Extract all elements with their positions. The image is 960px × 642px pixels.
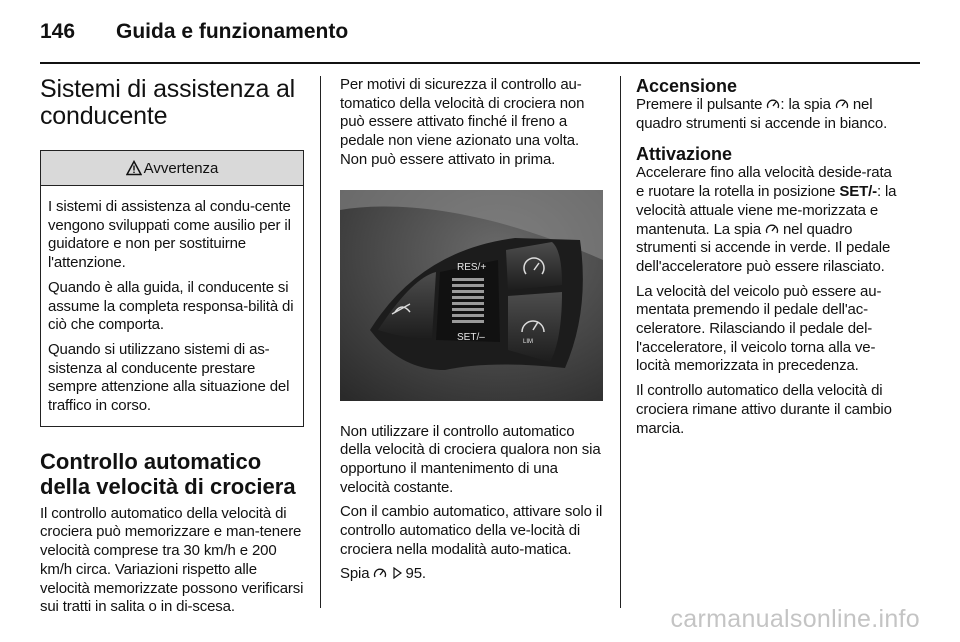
steering-wheel-controls-image [340, 190, 603, 401]
warning-body [41, 186, 303, 426]
subsection-title: Controllo automatico della velocità di crociera [40, 448, 296, 499]
column-divider [620, 76, 621, 608]
cruise-control-icon [373, 567, 387, 579]
page-reference-arrow-icon [392, 567, 402, 579]
body-paragraph: La velocità del veicolo può essere au-mentata premendo il pedale dell'ac-celeratore. Rilasciando il pedale del-l'acceleratore, il veicolo torna alla ve-locità memorizzata in precedenza. [636, 282, 882, 375]
page-number: 146 [40, 20, 76, 43]
svg-text:SET/–: SET/– [457, 331, 485, 343]
column-1 [40, 76, 304, 623]
body-paragraph: Con il cambio automatico, attivare solo il controllo automatico della ve-locità di crociera nella modalità auto-matica. [340, 503, 603, 558]
warning-header [41, 151, 303, 186]
cruise-control-icon [766, 98, 780, 110]
warning-paragraph: Quando si utilizzano sistemi di as-sistenza al conducente prestare sempre attenzione alla situazione del traffico in corso. [48, 340, 290, 415]
header-rule [40, 62, 920, 64]
spia-reference [340, 565, 603, 584]
column-2 [340, 76, 603, 590]
accensione-text: : la spia [780, 96, 831, 113]
spia-label: Spia [340, 565, 370, 583]
running-title: Guida e funzionamento [116, 20, 349, 43]
warning-box [40, 150, 304, 427]
svg-text:LIM: LIM [523, 338, 534, 345]
attivazione-heading: Attivazione [636, 144, 733, 165]
spia-page-ref: 95. [405, 565, 426, 583]
cruise-control-icon [835, 98, 849, 110]
warning-paragraph: Quando è alla guida, il conducente si assume la completa responsa-bilità di ciò che comporta. [48, 278, 294, 334]
warning-triangle-icon [126, 160, 142, 176]
attivazione-text: : la velocità attuale viene me-morizzata e mantenuta. La spia [636, 183, 897, 238]
body-paragraph: Il controllo automatico della velocità di crociera può memorizzare e man-tenere velocità comprese tra 30 km/h e 200 km/h circa. Variazioni rispetto alle velocità memorizzate possono verificarsi sui tratti in salita o in di-scesa. [40, 504, 304, 616]
attivazione-paragraph [636, 164, 902, 276]
column-3 [636, 76, 902, 444]
body-paragraph: Non utilizzare il controllo automatico della velocità di crociera qualora non sia opportuno il mantenimento di una velocità costante. [340, 422, 601, 496]
set-key-label: SET/- [839, 183, 877, 201]
watermark: carmanualsonline.info [670, 605, 920, 633]
accensione-text: Premere il pulsante [636, 96, 763, 113]
page-header [40, 14, 920, 50]
section-title: Sistemi di assistenza al conducente [40, 75, 296, 130]
body-paragraph: Il controllo automatico della velocità di crociera rimane attivo durante il cambio marcia. [636, 382, 892, 437]
column-divider [320, 76, 321, 608]
accensione-paragraph [636, 96, 902, 133]
svg-text:RES/+: RES/+ [457, 261, 487, 273]
attivazione-text: nel quadro strumenti si accende in verde. Il pedale dell'acceleratore può essere rilasciato. [636, 220, 891, 275]
accensione-heading: Accensione [636, 76, 738, 96]
attivazione-text: Accelerare fino alla velocità deside-rata e ruotare la rotella in posizione [636, 164, 892, 201]
cruise-control-icon [765, 223, 779, 235]
accensione-text: nel quadro strumenti si accende in bianco. [636, 96, 888, 132]
warning-title: Avvertenza [143, 159, 219, 177]
body-paragraph: Per motivi di sicurezza il controllo au-tomatico della velocità di crociera non può essere attivato finché il freno a pedale non viene azionato una volta. Non può essere attivato in prima. [340, 76, 585, 168]
warning-paragraph: I sistemi di assistenza al condu-cente vengono sviluppati come ausilio per il guidatore e non per sostituirne l'attenzione. [48, 198, 291, 272]
